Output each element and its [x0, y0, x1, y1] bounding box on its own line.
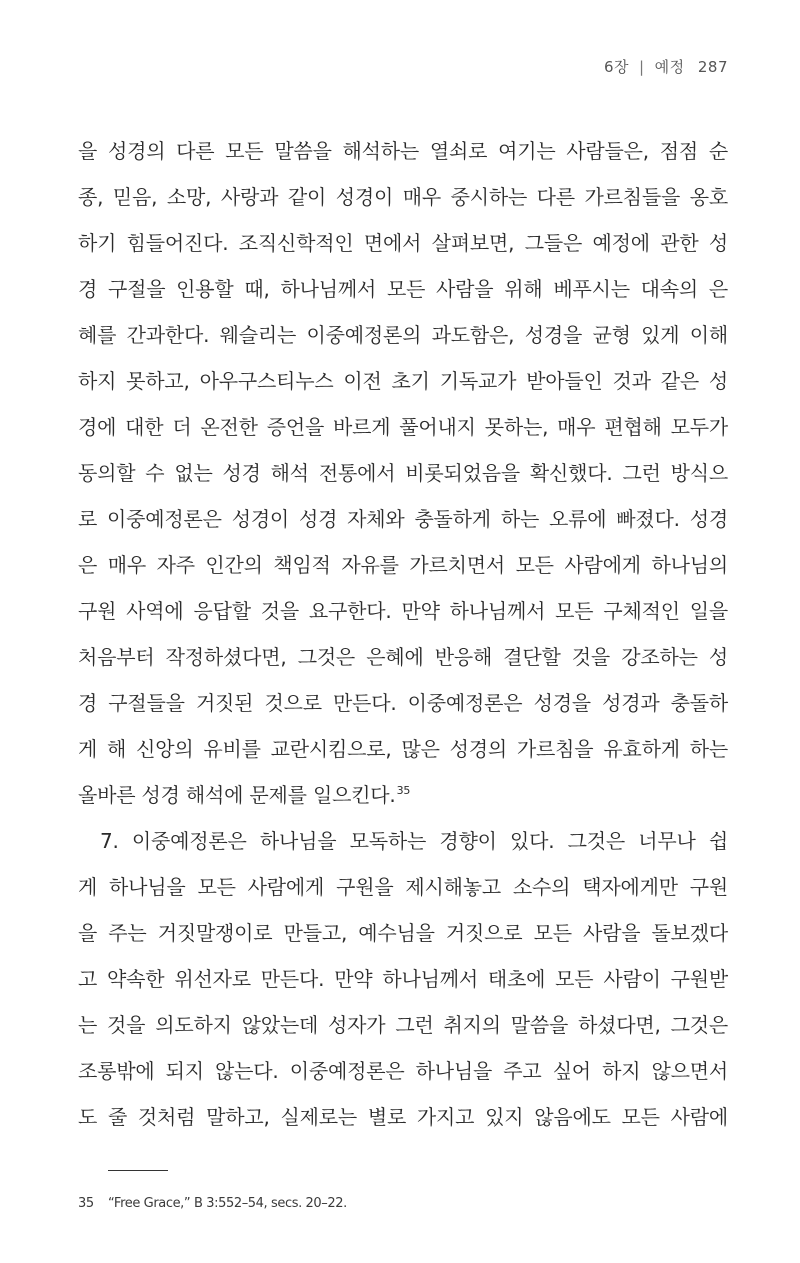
text-line: 경 구절을 인용할 때, 하나님께서 모든 사람을 위해 베푸시는 대속의 은	[78, 277, 728, 301]
text-line: 게 해 신앙의 유비를 교란시킴으로, 많은 성경의 가르침을 유효하게 하는	[78, 737, 728, 761]
text-line: 을 성경의 다른 모든 말씀을 해석하는 열쇠로 여기는 사람들은, 점점 순	[78, 139, 728, 163]
text-line: 하지 못하고, 아우구스티누스 이전 초기 기독교가 받아들인 것과 같은 성	[78, 369, 728, 393]
text-line-last	[78, 772, 728, 818]
text-line: 동의할 수 없는 성경 해석 전통에서 비롯되었음을 확신했다. 그런 방식으	[78, 461, 728, 485]
text-line: 경에 대한 더 온전한 증언을 바르게 풀어내지 못하는, 매우 편협해 모두가	[78, 415, 728, 439]
text-line: 구원 사역에 응답할 것을 요구한다. 만약 하나님께서 모든 구체적인 일을	[78, 599, 728, 623]
page-number: 287	[697, 58, 728, 76]
text-line-content: 올바른 성경 해석에 문제를 일으킨다.	[78, 783, 396, 807]
text-line: 은 매우 자주 인간의 책임적 자유를 가르치면서 모든 사람에게 하나님의	[78, 553, 728, 577]
text-line: 경 구절들을 거짓된 것으로 만든다. 이중예정론은 성경을 성경과 충돌하	[78, 691, 728, 715]
text-line: 을 주는 거짓말쟁이로 만들고, 예수님을 거짓으로 모든 사람을 돌보겠다	[78, 921, 728, 945]
text-line: 조롱밖에 되지 않는다. 이중예정론은 하나님을 주고 싶어 하지 않으면서	[78, 1059, 728, 1083]
body-text	[78, 128, 728, 1140]
footnote	[78, 1196, 347, 1211]
text-line: 고 약속한 위선자로 만든다. 만약 하나님께서 태초에 모든 사람이 구원받	[78, 967, 728, 991]
footnote-text: “Free Grace,” B 3:552–54, secs. 20–22.	[108, 1196, 347, 1211]
text-line: 종, 믿음, 소망, 사랑과 같이 성경이 매우 중시하는 다른 가르침들을 옹호	[78, 185, 728, 209]
chapter-label: 6장	[603, 58, 630, 76]
text-line: 혜를 간과한다. 웨슬리는 이중예정론의 과도함은, 성경을 균형 있게 이해	[78, 323, 728, 347]
footnote-number: 35	[78, 1196, 94, 1211]
text-line: 는 것을 의도하지 않았는데 성자가 그런 취지의 말씀을 하셨다면, 그것은	[78, 1013, 728, 1037]
section-title: 예정	[654, 58, 685, 76]
header-separator: |	[639, 58, 645, 76]
footnote-reference[interactable]: 35	[396, 784, 411, 798]
text-line: 로 이중예정론은 성경이 성경 자체와 충돌하게 하는 오류에 빠졌다. 성경	[78, 507, 728, 531]
running-header	[604, 56, 728, 77]
footnote-divider	[108, 1170, 168, 1171]
text-line: 하기 힘들어진다. 조직신학적인 면에서 살펴보면, 그들은 예정에 관한 성	[78, 231, 728, 255]
text-line: 도 줄 것처럼 말하고, 실제로는 별로 가지고 있지 않음에도 모든 사람에	[78, 1105, 728, 1129]
text-line: 처음부터 작정하셨다면, 그것은 은혜에 반응해 결단할 것을 강조하는 성	[78, 645, 728, 669]
paragraph-first-line: 7. 이중예정론은 하나님을 모독하는 경향이 있다. 그것은 너무나 쉽	[100, 829, 728, 853]
text-line: 게 하나님을 모든 사람에게 구원을 제시해놓고 소수의 택자에게만 구원	[78, 875, 728, 899]
